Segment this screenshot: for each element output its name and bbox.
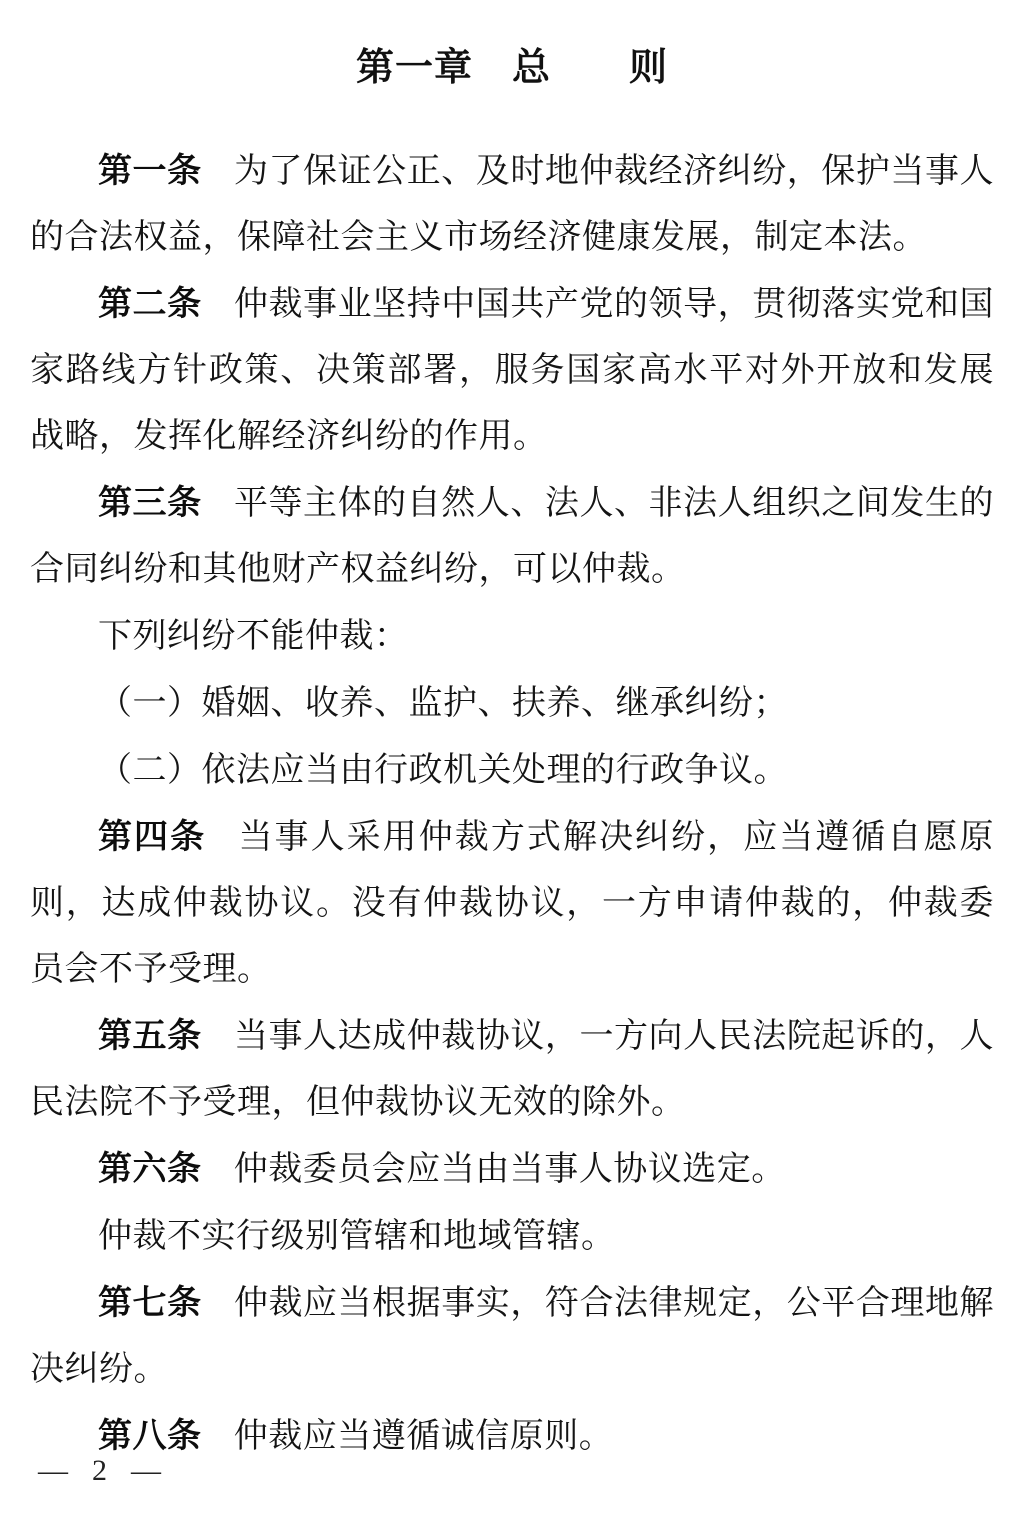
- article-text: 下列纠纷不能仲裁：: [98, 618, 409, 655]
- chapter-title: 第一章 总 则: [355, 47, 668, 89]
- article-paragraph: [30, 1203, 994, 1270]
- page-number: — 2 —: [38, 1454, 161, 1487]
- article-text: 当事人达成仲裁协议，一方向人民法院起诉的，人民法院不予受理，但仲裁协议无效的除外。: [30, 1018, 995, 1121]
- article-paragraph: [30, 603, 994, 670]
- article-number: 第一条: [98, 152, 202, 190]
- article-text: 平等主体的自然人、法人、非法人组织之间发生的合同纠纷和其他财产权益纠纷，可以仲裁。: [30, 485, 995, 588]
- article-text: （二）依法应当由行政机关处理的行政争议。: [98, 752, 788, 789]
- article-text: 仲裁应当遵循诚信原则。: [233, 1418, 614, 1455]
- article-number: 第三条: [98, 484, 202, 522]
- document-content: [30, 0, 994, 1470]
- article-number: 第四条: [98, 818, 207, 856]
- article-number: 第六条: [98, 1150, 202, 1188]
- article-text: 仲裁不实行级别管辖和地域管辖。: [98, 1218, 616, 1255]
- article-text: 仲裁应当根据事实，符合法律规定，公平合理地解决纠纷。: [30, 1285, 995, 1388]
- article-paragraph: [30, 1403, 994, 1470]
- article-text: 当事人采用仲裁方式解决纠纷，应当遵循自愿原则，达成仲裁协议。没有仲裁协议，一方申请仲裁的，仲裁委员会不予受理。: [30, 819, 995, 988]
- article-text: 仲裁委员会应当由当事人协议选定。: [233, 1151, 786, 1188]
- article-text: 仲裁事业坚持中国共产党的领导，贯彻落实党和国家路线方针政策、决策部署，服务国家高水平对外开放和发展战略，发挥化解经济纠纷的作用。: [30, 286, 995, 455]
- article-text: 为了保证公正、及时地仲裁经济纠纷，保护当事人的合法权益，保障社会主义市场经济健康发展，制定本法。: [30, 153, 995, 256]
- article-paragraph: [30, 470, 994, 603]
- article-paragraph: [30, 670, 994, 737]
- article-number: 第八条: [98, 1417, 202, 1455]
- article-paragraph: [30, 1003, 994, 1136]
- article-paragraph: [30, 271, 994, 470]
- article-number: 第五条: [98, 1017, 202, 1055]
- article-paragraph: [30, 804, 994, 1003]
- article-paragraph: [30, 737, 994, 804]
- article-paragraph: [30, 1270, 994, 1403]
- article-number: 第二条: [98, 285, 202, 323]
- article-number: 第七条: [98, 1284, 202, 1322]
- article-text: （一）婚姻、收养、监护、扶养、继承纠纷；: [98, 685, 788, 722]
- article-paragraph: [30, 138, 994, 271]
- article-paragraph: [30, 1136, 994, 1203]
